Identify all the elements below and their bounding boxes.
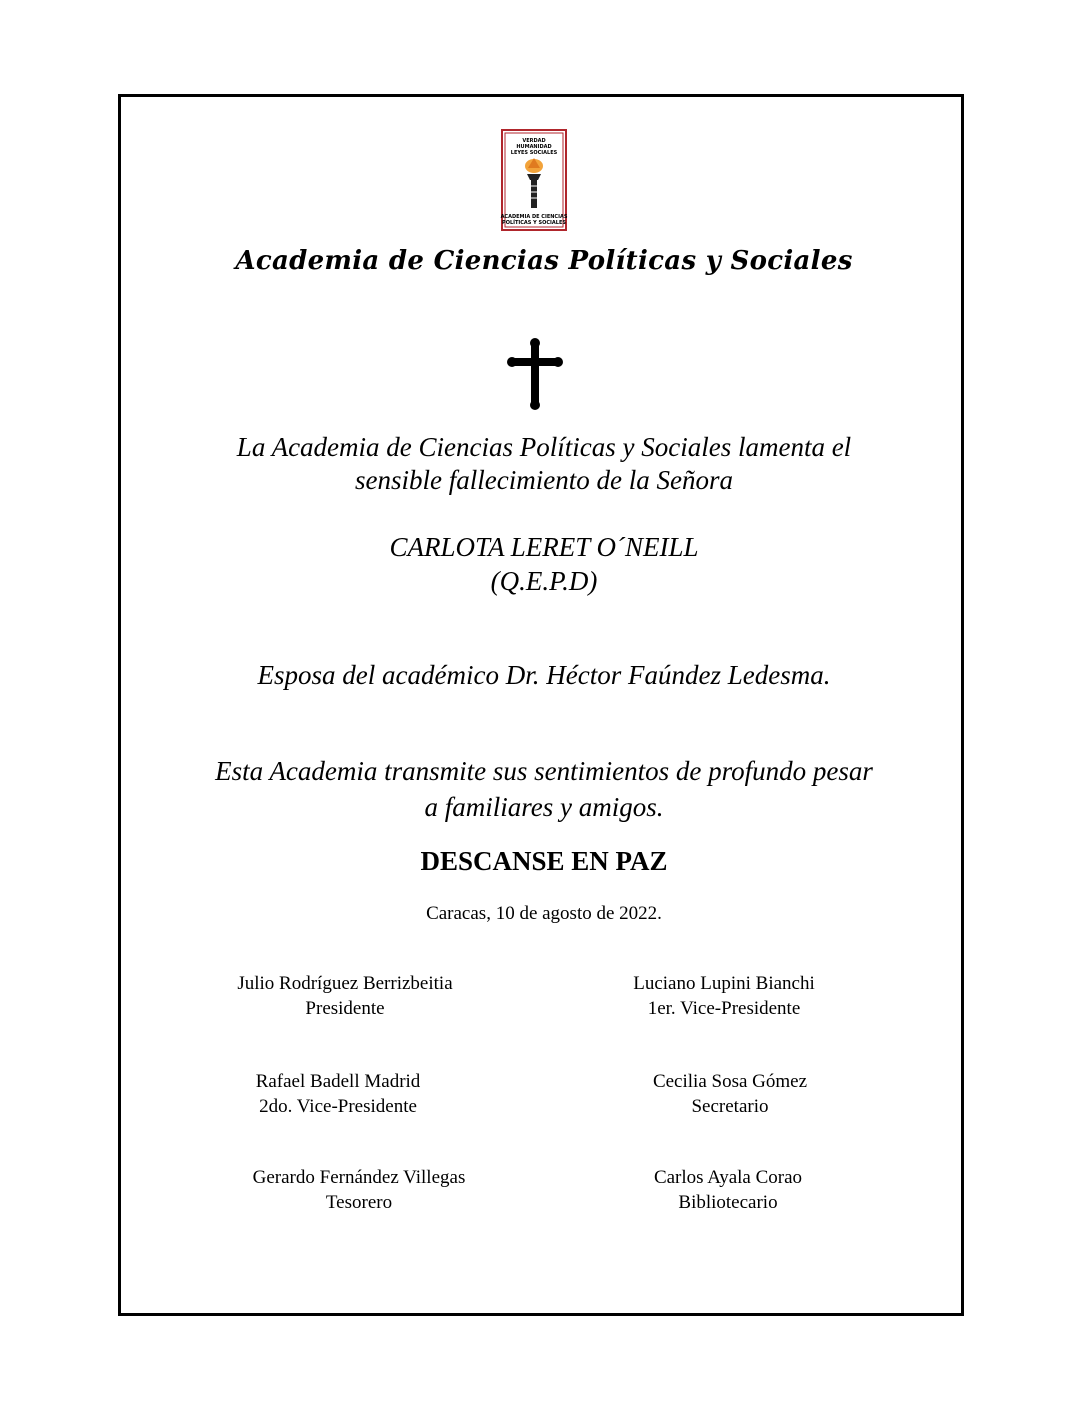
svg-text:VERDAD: VERDAD <box>522 138 546 144</box>
date-line: Caracas, 10 de agosto de 2022. <box>426 903 662 924</box>
signatory-name: Carlos Ayala Corao <box>653 1167 803 1188</box>
svg-text:LEYES SOCIALES: LEYES SOCIALES <box>510 150 558 156</box>
page-border <box>118 94 964 1316</box>
rest-in-peace-heading: DESCANSE EN PAZ <box>420 846 668 876</box>
announcement-line-1: La Academia de Ciencias Políticas y Sociales lamenta el <box>236 432 852 462</box>
academy-title: Academia de Ciencias Políticas y Sociales <box>235 246 853 276</box>
deceased-name: CARLOTA LERET O´NEILL <box>389 532 699 562</box>
svg-text:POLÍTICAS Y SOCIALES: POLÍTICAS Y SOCIALES <box>502 220 566 226</box>
condolence-line-1: Esta Academia transmite sus sentimientos de profundo pesar <box>215 756 873 786</box>
svg-text:HUMANIDAD: HUMANIDAD <box>516 144 552 150</box>
signatory-role: 1er. Vice-Presidente <box>647 998 801 1019</box>
signatory-name: Julio Rodríguez Berrizbeitia <box>237 973 453 994</box>
signatory-name: Rafael Badell Madrid <box>255 1071 421 1092</box>
condolence-line-2: a familiares y amigos. <box>424 792 664 822</box>
signatory <box>195 971 495 1021</box>
spouse-line: Esposa del académico Dr. Héctor Faúndez Ledesma. <box>257 660 831 690</box>
svg-text:ACADEMIA DE CIENCIAS: ACADEMIA DE CIENCIAS <box>500 214 568 220</box>
signatory <box>188 1069 488 1119</box>
signatory <box>578 1165 878 1215</box>
signatory-name: Luciano Lupini Bianchi <box>633 973 815 994</box>
signatory <box>209 1165 509 1215</box>
signatory-role: Secretario <box>691 1096 769 1117</box>
signatory <box>574 971 874 1021</box>
academy-logo <box>500 128 568 232</box>
signatory-name: Cecilia Sosa Gómez <box>652 1071 808 1092</box>
signatory-role: 2do. Vice-Presidente <box>259 1096 417 1117</box>
signatory-role: Presidente <box>305 998 385 1019</box>
announcement-line-2: sensible fallecimiento de la Señora <box>355 465 733 495</box>
signatory <box>580 1069 880 1119</box>
cross-icon <box>507 338 563 410</box>
qepd-text: (Q.E.P.D) <box>490 566 598 596</box>
signatory-role: Bibliotecario <box>678 1192 778 1213</box>
signatory-name: Gerardo Fernández Villegas <box>252 1167 466 1188</box>
signatory-role: Tesorero <box>325 1192 393 1213</box>
